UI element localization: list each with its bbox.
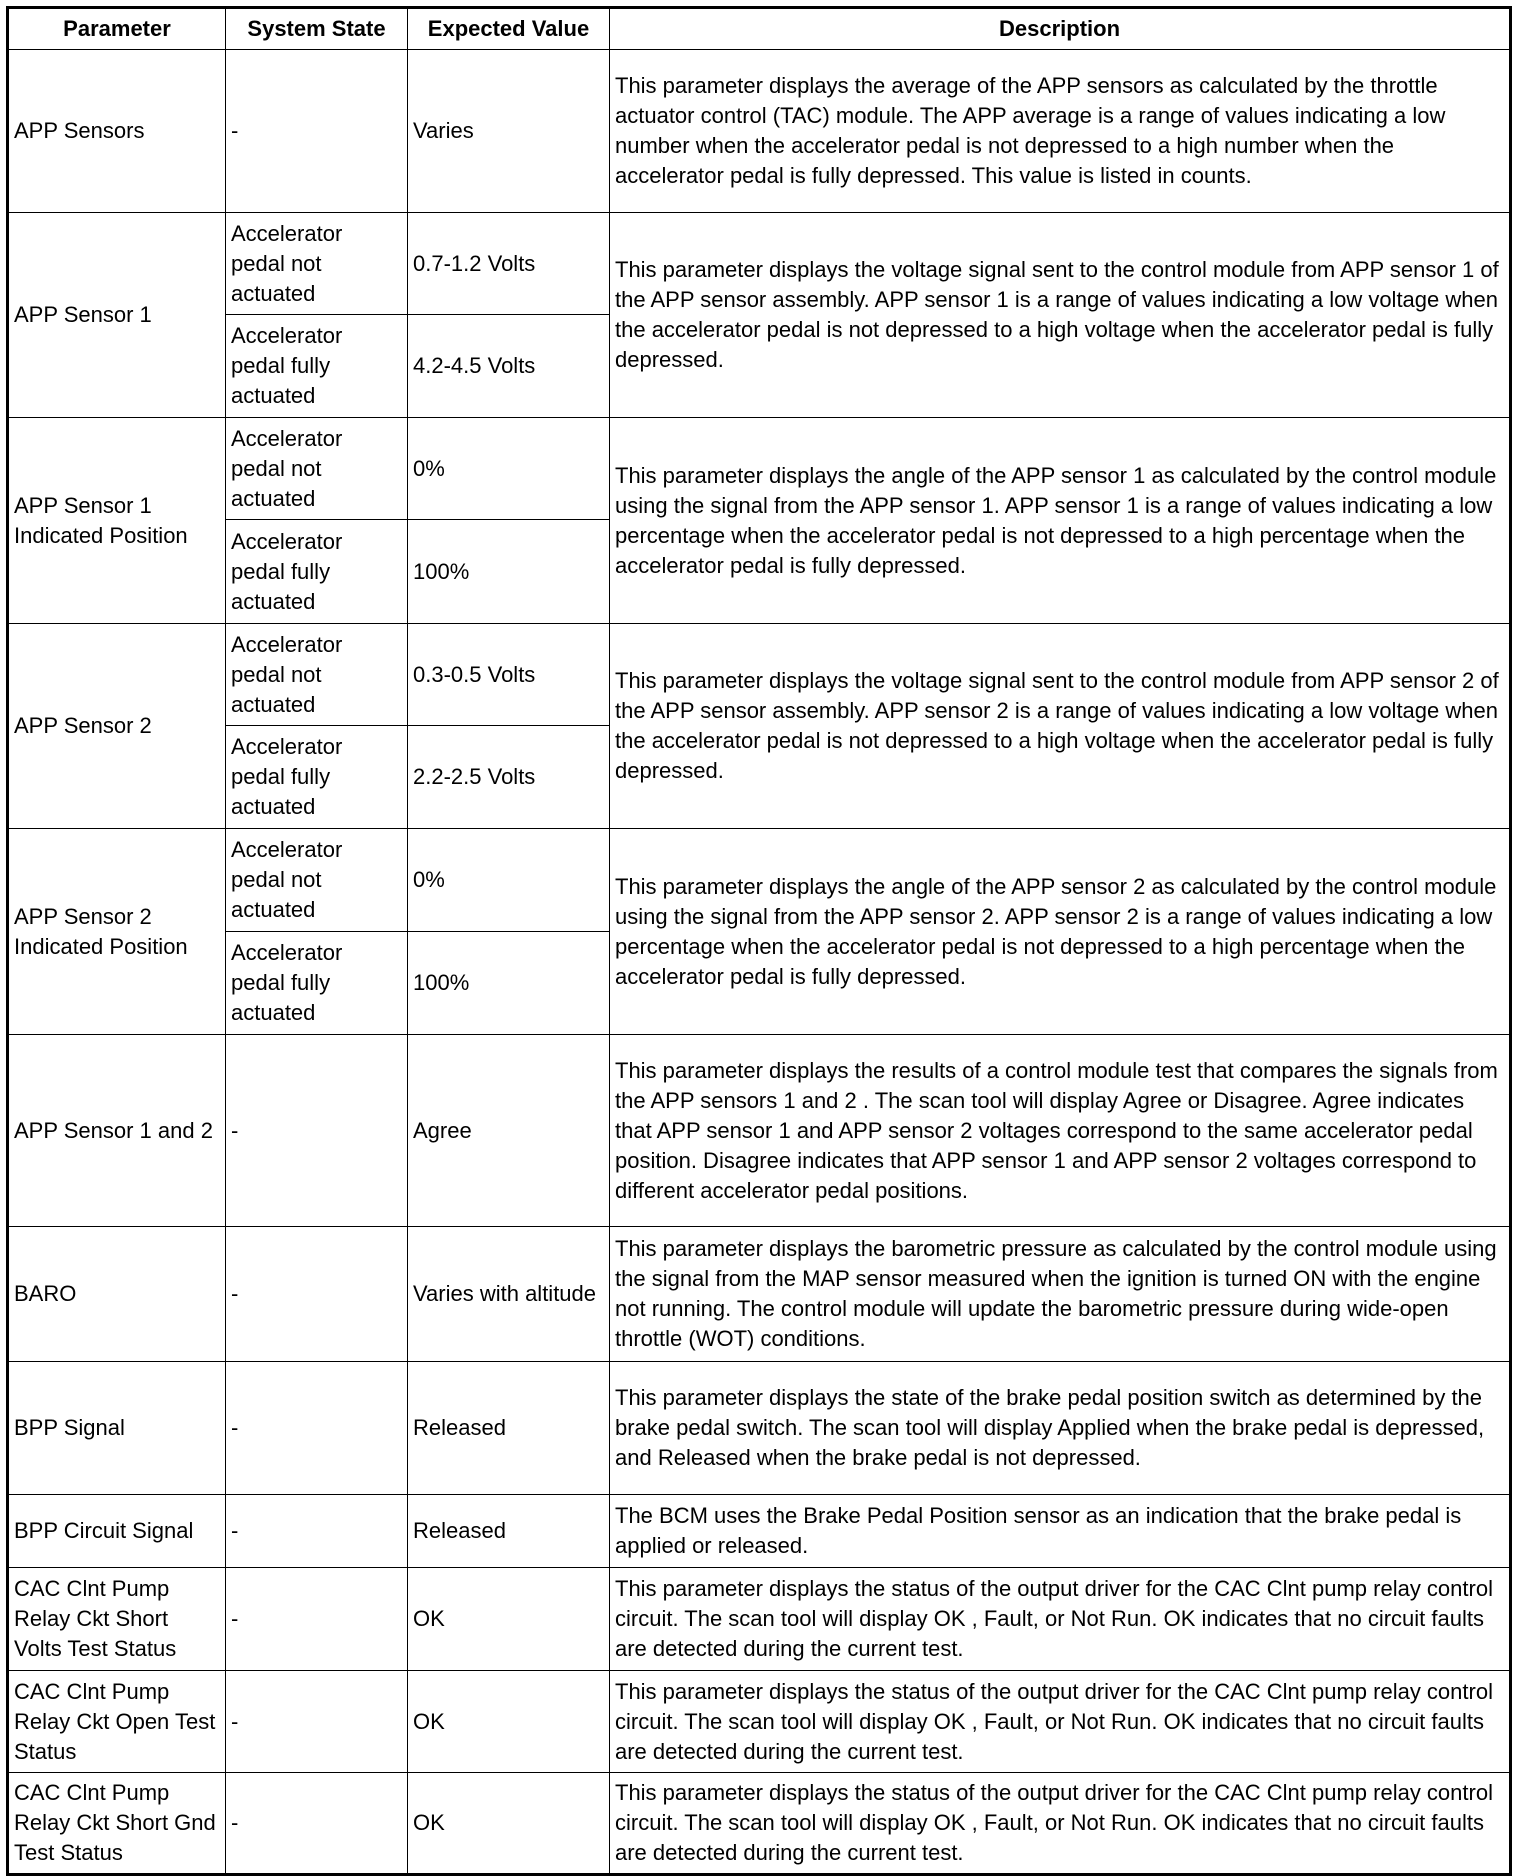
system-state-cell: Accelerator pedal not actuated [226,418,408,520]
expected-value-cell: Released [408,1362,610,1495]
parameter-cell: BPP Circuit Signal [8,1495,226,1568]
system-state-cell: Accelerator pedal fully actuated [226,932,408,1035]
expected-value-cell: OK [408,1568,610,1671]
table-row [8,1671,1511,1773]
description-cell: This parameter displays the results of a control module test that compares the signals from the APP sensors 1 and 2 . The scan tool will display Agree or Disagree. Agree indicates that APP sensor 1 and APP sensor 2 voltages correspond to the same accelerator pedal position. Disagree indicates that APP sensor 1 and APP sensor 2 voltages correspond to different accelerator pedal positions. [610,1035,1511,1227]
expected-value-cell: 0.7-1.2 Volts [408,213,610,315]
parameter-cell: CAC Clnt Pump Relay Ckt Open Test Status [8,1671,226,1773]
system-state-cell: - [226,1495,408,1568]
description-cell: This parameter displays the voltage signal sent to the control module from APP sensor 2 of the APP sensor assembly. APP sensor 2 is a range of values indicating a low voltage when the accelerator pedal is not depressed to a high voltage when the accelerator pedal is fully depressed. [610,624,1511,829]
system-state-cell: - [226,1568,408,1671]
expected-value-cell: 100% [408,932,610,1035]
description-cell: The BCM uses the Brake Pedal Position sensor as an indication that the brake pedal is applied or released. [610,1495,1511,1568]
parameter-cell: APP Sensors [8,50,226,213]
system-state-cell: Accelerator pedal fully actuated [226,520,408,624]
parameter-cell: APP Sensor 2 Indicated Position [8,829,226,1035]
parameter-cell: APP Sensor 1 [8,213,226,418]
expected-value-cell: Agree [408,1035,610,1227]
description-cell: This parameter displays the state of the brake pedal position switch as determined by the brake pedal switch. The scan tool will display Applied when the brake pedal is depressed, and Released when the brake pedal is not depressed. [610,1362,1511,1495]
description-cell: This parameter displays the angle of the APP sensor 2 as calculated by the control module using the signal from the APP sensor 2. APP sensor 2 is a range of values indicating a low percentage when the accelerator pedal is not depressed to a high percentage when the accelerator pedal is fully depressed. [610,829,1511,1035]
expected-value-cell: Varies [408,50,610,213]
description-cell: This parameter displays the angle of the APP sensor 1 as calculated by the control module using the signal from the APP sensor 1. APP sensor 1 is a range of values indicating a low percentage when the accelerator pedal is not depressed to a high percentage when the accelerator pedal is fully depressed. [610,418,1511,624]
expected-value-cell: 4.2-4.5 Volts [408,315,610,418]
parameter-table [6,6,1512,1876]
header-row [8,8,1511,50]
system-state-cell: - [226,1035,408,1227]
table-row [8,1227,1511,1362]
system-state-cell: - [226,1362,408,1495]
expected-value-cell: OK [408,1671,610,1773]
header-system-state: System State [226,8,408,50]
table-row [8,1568,1511,1671]
expected-value-cell: OK [408,1773,610,1875]
description-cell: This parameter displays the barometric pressure as calculated by the control module using the signal from the MAP sensor measured when the ignition is turned ON with the engine not running. The control module will update the barometric pressure during wide-open throttle (WOT) conditions. [610,1227,1511,1362]
table-row [8,624,1511,726]
parameter-cell: APP Sensor 1 Indicated Position [8,418,226,624]
table-row [8,1362,1511,1495]
table-row [8,213,1511,315]
table-row [8,50,1511,213]
header-expected-value: Expected Value [408,8,610,50]
system-state-cell: Accelerator pedal not actuated [226,213,408,315]
system-state-cell: Accelerator pedal fully actuated [226,726,408,829]
expected-value-cell: Released [408,1495,610,1568]
description-cell: This parameter displays the status of the output driver for the CAC Clnt pump relay control circuit. The scan tool will display OK , Fault, or Not Run. OK indicates that no circuit faults are detected during the current test. [610,1671,1511,1773]
table-row [8,1773,1511,1875]
expected-value-cell: 0.3-0.5 Volts [408,624,610,726]
parameter-cell: APP Sensor 2 [8,624,226,829]
parameter-cell: CAC Clnt Pump Relay Ckt Short Gnd Test Status [8,1773,226,1875]
parameter-cell: APP Sensor 1 and 2 [8,1035,226,1227]
expected-value-cell: Varies with altitude [408,1227,610,1362]
header-description: Description [610,8,1511,50]
description-cell: This parameter displays the voltage signal sent to the control module from APP sensor 1 of the APP sensor assembly. APP sensor 1 is a range of values indicating a low voltage when the accelerator pedal is not depressed to a high voltage when the accelerator pedal is fully depressed. [610,213,1511,418]
system-state-cell: Accelerator pedal not actuated [226,829,408,932]
table-row [8,418,1511,520]
parameter-cell: BARO [8,1227,226,1362]
expected-value-cell: 0% [408,829,610,932]
parameter-cell: BPP Signal [8,1362,226,1495]
system-state-cell: - [226,1773,408,1875]
table-row [8,1495,1511,1568]
expected-value-cell: 0% [408,418,610,520]
expected-value-cell: 2.2-2.5 Volts [408,726,610,829]
description-cell: This parameter displays the status of the output driver for the CAC Clnt pump relay control circuit. The scan tool will display OK , Fault, or Not Run. OK indicates that no circuit faults are detected during the current test. [610,1568,1511,1671]
expected-value-cell: 100% [408,520,610,624]
table-row [8,1035,1511,1227]
system-state-cell: Accelerator pedal fully actuated [226,315,408,418]
header-parameter: Parameter [8,8,226,50]
system-state-cell: - [226,1227,408,1362]
description-cell: This parameter displays the status of the output driver for the CAC Clnt pump relay control circuit. The scan tool will display OK , Fault, or Not Run. OK indicates that no circuit faults are detected during the current test. [610,1773,1511,1875]
system-state-cell: - [226,1671,408,1773]
parameter-cell: CAC Clnt Pump Relay Ckt Short Volts Test Status [8,1568,226,1671]
description-cell: This parameter displays the average of the APP sensors as calculated by the throttle actuator control (TAC) module. The APP average is a range of values indicating a low number when the accelerator pedal is not depressed to a high number when the accelerator pedal is fully depressed. This value is listed in counts. [610,50,1511,213]
system-state-cell: Accelerator pedal not actuated [226,624,408,726]
table-row [8,829,1511,932]
system-state-cell: - [226,50,408,213]
